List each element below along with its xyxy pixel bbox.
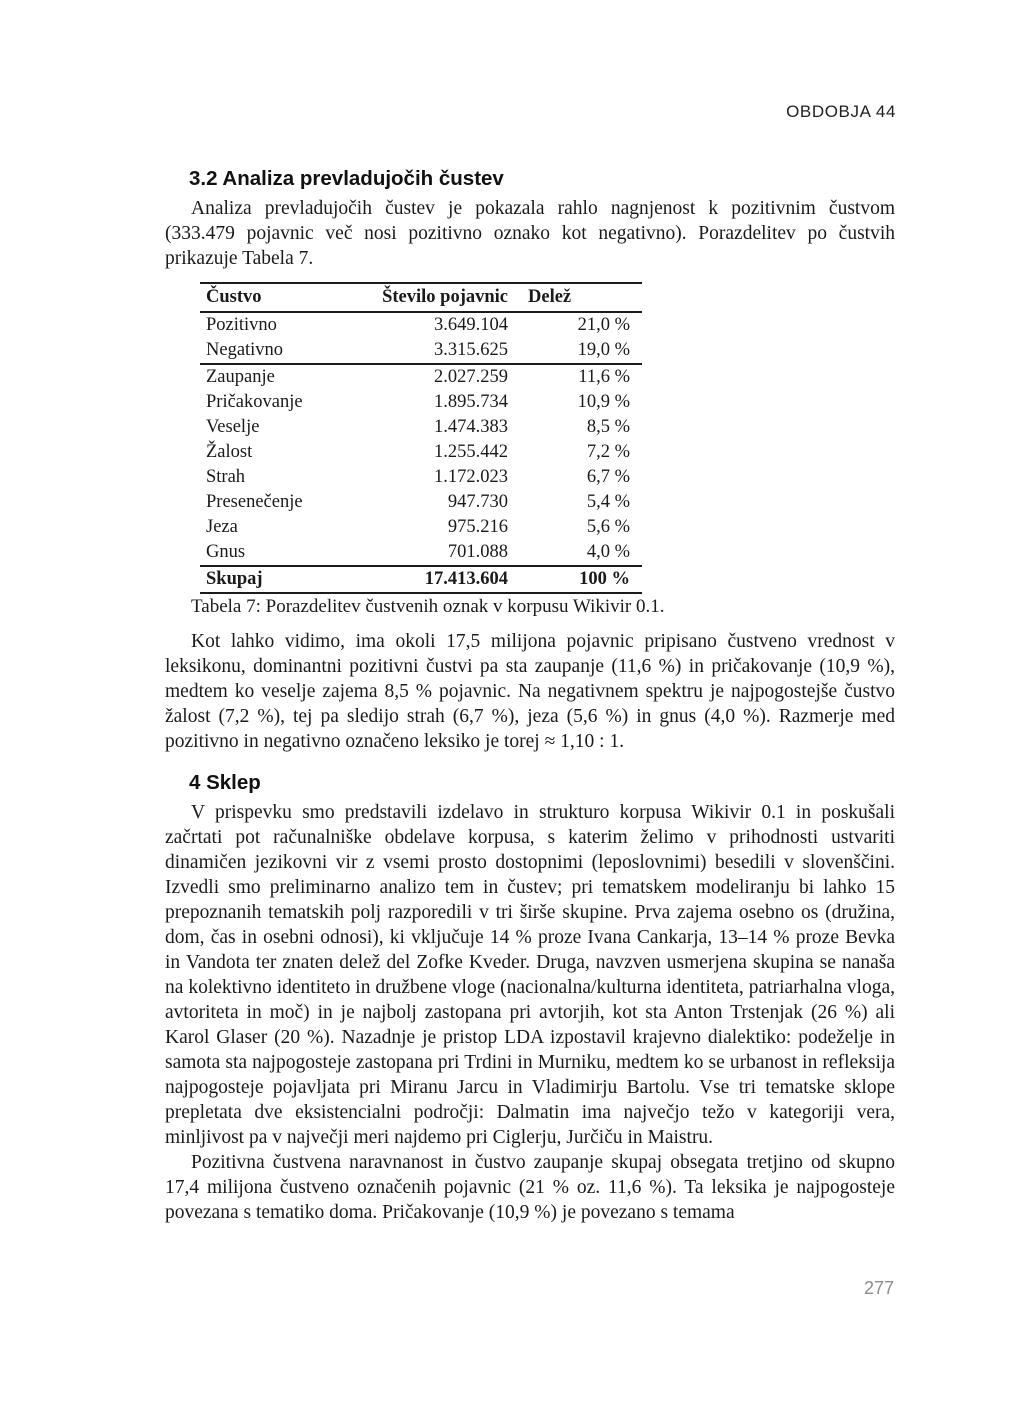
- cell-share: 10,9 %: [577, 392, 630, 412]
- cell-share: 5,4 %: [586, 492, 630, 512]
- cell-share: 19,0 %: [512, 338, 642, 364]
- cell-count: 947.730: [447, 492, 508, 512]
- table-row: [200, 312, 642, 338]
- table-row: [200, 338, 642, 364]
- conclusion-paragraph-2: Pozitivna čustvena naravnanost in čustvo zaupanje skupaj obsegata tretjino od skupno 17,4 milijona čustveno označenih pojavnic (21 % oz. 11,6 %). Ta leksika je najpogosteje povezana s tematiko doma. Pričakovanje (10,9 %) je povezano s temama: [165, 1152, 895, 1223]
- cell-emotion: Strah: [206, 467, 246, 487]
- table-row: [200, 390, 642, 415]
- cell-emotion: Gnus: [206, 542, 246, 562]
- cell-emotion: Negativno: [200, 338, 356, 364]
- cell-emotion: Pozitivno: [206, 315, 277, 335]
- table-total-row: [200, 566, 642, 593]
- cell-share: 21,0 %: [577, 315, 630, 335]
- cell-count: 1.895.734: [434, 392, 508, 412]
- cell-total-count: 17.413.604: [356, 566, 512, 593]
- cell-count: 3.649.104: [434, 315, 508, 335]
- cell-share: 4,0 %: [586, 542, 630, 562]
- section-3-2-heading: 3.2 Analiza prevladujočih čustev: [189, 167, 504, 190]
- cell-emotion: Veselje: [206, 417, 260, 437]
- cell-count: 3.315.625: [356, 338, 512, 364]
- table-header-row: [200, 283, 642, 312]
- cell-share: 7,2 %: [586, 442, 630, 462]
- cell-share: 8,5 %: [586, 417, 630, 437]
- cell-count: 1.474.383: [434, 417, 508, 437]
- cell-count: 975.216: [447, 517, 508, 537]
- cell-total-share: 100 %: [512, 566, 642, 593]
- cell-emotion: Žalost: [206, 442, 253, 462]
- cell-count: 2.027.259: [434, 367, 508, 387]
- section-4-heading: 4 Sklep: [189, 771, 261, 794]
- cell-total-label: Skupaj: [200, 566, 356, 593]
- cell-emotion: Pričakovanje: [206, 392, 303, 412]
- conclusion-paragraph-1: V prispevku smo predstavili izdelavo in strukturo korpusa Wikivir 0.1 in poskušali začrtati pot računalniške obdelave korpusa, s katerim želimo v prihodnosti ustvariti dinamičen jezikovni vir z vsemi prosto dostopnimi (leposlovnimi) besedili v slovenščini. Izvedli smo preliminarno analizo tem in čustev; pri tematskem modeliranju bi lahko 15 prepoznanih tematskih polj razporedili v tri širše skupine. Prva zajema osebno os (družina, dom, čas in osebni odnosi), ki vključuje 14 % proze Ivana Cankarja, 13–14 % proze Bevka in Vandota ter znaten delež del Zofke Kveder. Druga, navzven usmerjena skupina se nanaša na kolektivno identiteto in družbene vloge (nacionalna/kulturna identiteta, patriarhalna vloga, avtoriteta in moč) in je najbolj zastopana pri avtorjih, kot sta Anton Trstenjak (26 %) ali Karol Glaser (20 %). Nazadnje je pristop LDA izpostavil krajevno dialektiko: podeželje in samota sta najpogosteje zastopana pri Trdini in Murniku, medtem ko se urbanost in refleksija najpogosteje pojavljata pri Miranu Jarcu in Vladimirju Bartolu. Vse tri tematske sklope prepletata dve eksistencialni področji: Dalmatin ima največjo težo v kategoriji vera, minljivost pa v največji meri najdemo pri Ciglerju, Jurčiču in Maistru.: [165, 802, 895, 1148]
- cell-share: 5,6 %: [586, 517, 630, 537]
- table-row: [200, 490, 642, 515]
- cell-count: 1.255.442: [434, 442, 508, 462]
- table-row: [200, 465, 642, 490]
- cell-share: 6,7 %: [586, 467, 630, 487]
- column-header-emotion: Čustvo: [200, 283, 356, 312]
- page-body-text: [165, 166, 895, 1225]
- running-header: OBDOBJA 44: [786, 102, 896, 121]
- table-row: [200, 415, 642, 440]
- table-row: [200, 515, 642, 540]
- cell-emotion: Jeza: [206, 517, 238, 537]
- emotion-table-block: [200, 282, 642, 594]
- cell-emotion: Presenečenje: [206, 492, 303, 512]
- column-header-count: Število pojavnic: [356, 283, 512, 312]
- table-row: [200, 540, 642, 566]
- analysis-intro-paragraph: Analiza prevladujočih čustev je pokazala rahlo nagnjenost k pozitivnim čustvom (333.479 pojavnic več nosi pozitivno oznako kot negativno). Porazdelitev po čustvih prikazuje Tabela 7.: [165, 198, 895, 269]
- cell-count: 701.088: [447, 542, 508, 562]
- emotion-distribution-table: [200, 282, 642, 594]
- column-header-share: Delež: [512, 283, 642, 312]
- page-number: 277: [863, 1278, 894, 1298]
- table-row: [200, 364, 642, 390]
- table-caption: Tabela 7: Porazdelitev čustvenih oznak v korpusu Wikivir 0.1.: [191, 596, 665, 617]
- cell-count: 1.172.023: [434, 467, 508, 487]
- analysis-discussion-paragraph: Kot lahko vidimo, ima okoli 17,5 milijona pojavnic pripisano čustveno vrednost v leksikonu, dominantni pozitivni čustvi pa sta zaupanje (11,6 %) in pričakovanje (10,9 %), medtem ko veselje zajema 8,5 % pojavnic. Na negativnem spektru je najpogostejše čustvo žalost (7,2 %), tej pa sledijo strah (6,7 %), jeza (5,6 %) in gnus (4,0 %). Razmerje med pozitivno in negativno označeno leksiko je torej ≈ 1,10 : 1.: [165, 631, 895, 752]
- cell-emotion: Zaupanje: [206, 367, 275, 387]
- table-row: [200, 440, 642, 465]
- cell-share: 11,6 %: [578, 367, 630, 387]
